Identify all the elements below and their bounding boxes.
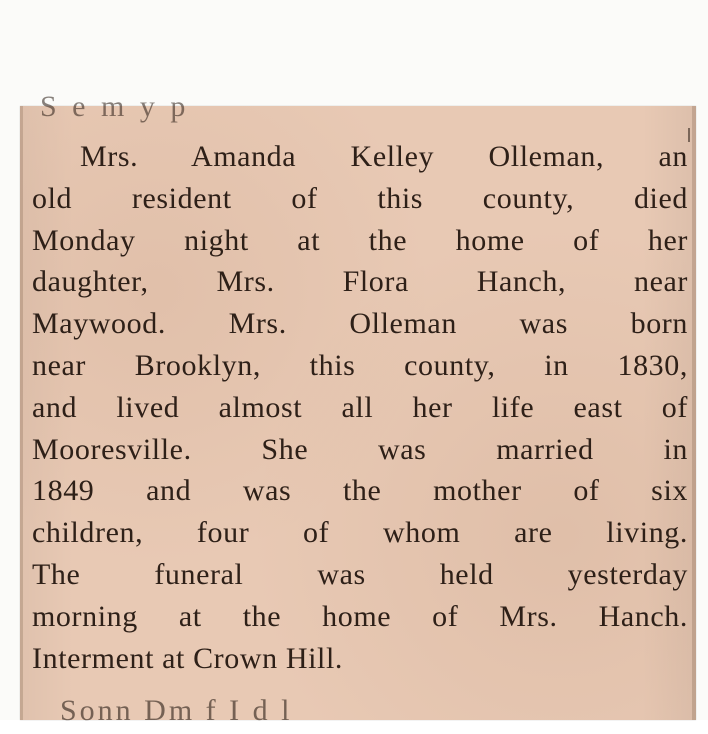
column-rule-mark: [688, 128, 690, 142]
article-line: Mrs. Amanda Kelley Olleman, an: [80, 140, 688, 173]
next-article-fragment: Sonn Dm f I d l: [60, 694, 293, 727]
article-line: 1849 and was the mother of six: [32, 474, 688, 508]
previous-article-fragment: S e m y p: [40, 90, 190, 123]
article-line: old resident of this county, died: [32, 181, 688, 215]
article-line: morning at the home of Mrs. Hanch.: [32, 599, 688, 633]
obituary-article: [32, 136, 688, 679]
article-line: Maywood. Mrs. Olleman was born: [32, 307, 688, 341]
clipping-right-edge: [692, 106, 696, 720]
article-line: daughter, Mrs. Flora Hanch, near: [32, 265, 688, 299]
article-line: and lived almost all her life east of: [32, 390, 688, 424]
article-line: The funeral was held yesterday: [32, 557, 688, 591]
article-line: children, four of whom are living.: [32, 516, 688, 550]
article-line: Monday night at the home of her: [32, 223, 688, 257]
article-line: near Brooklyn, this county, in 1830,: [32, 348, 688, 382]
newspaper-clipping: [20, 90, 696, 727]
clipping-left-edge: [20, 106, 23, 720]
article-line: Mooresville. She was married in: [32, 432, 688, 466]
article-line: Interment at Crown Hill.: [32, 641, 344, 675]
